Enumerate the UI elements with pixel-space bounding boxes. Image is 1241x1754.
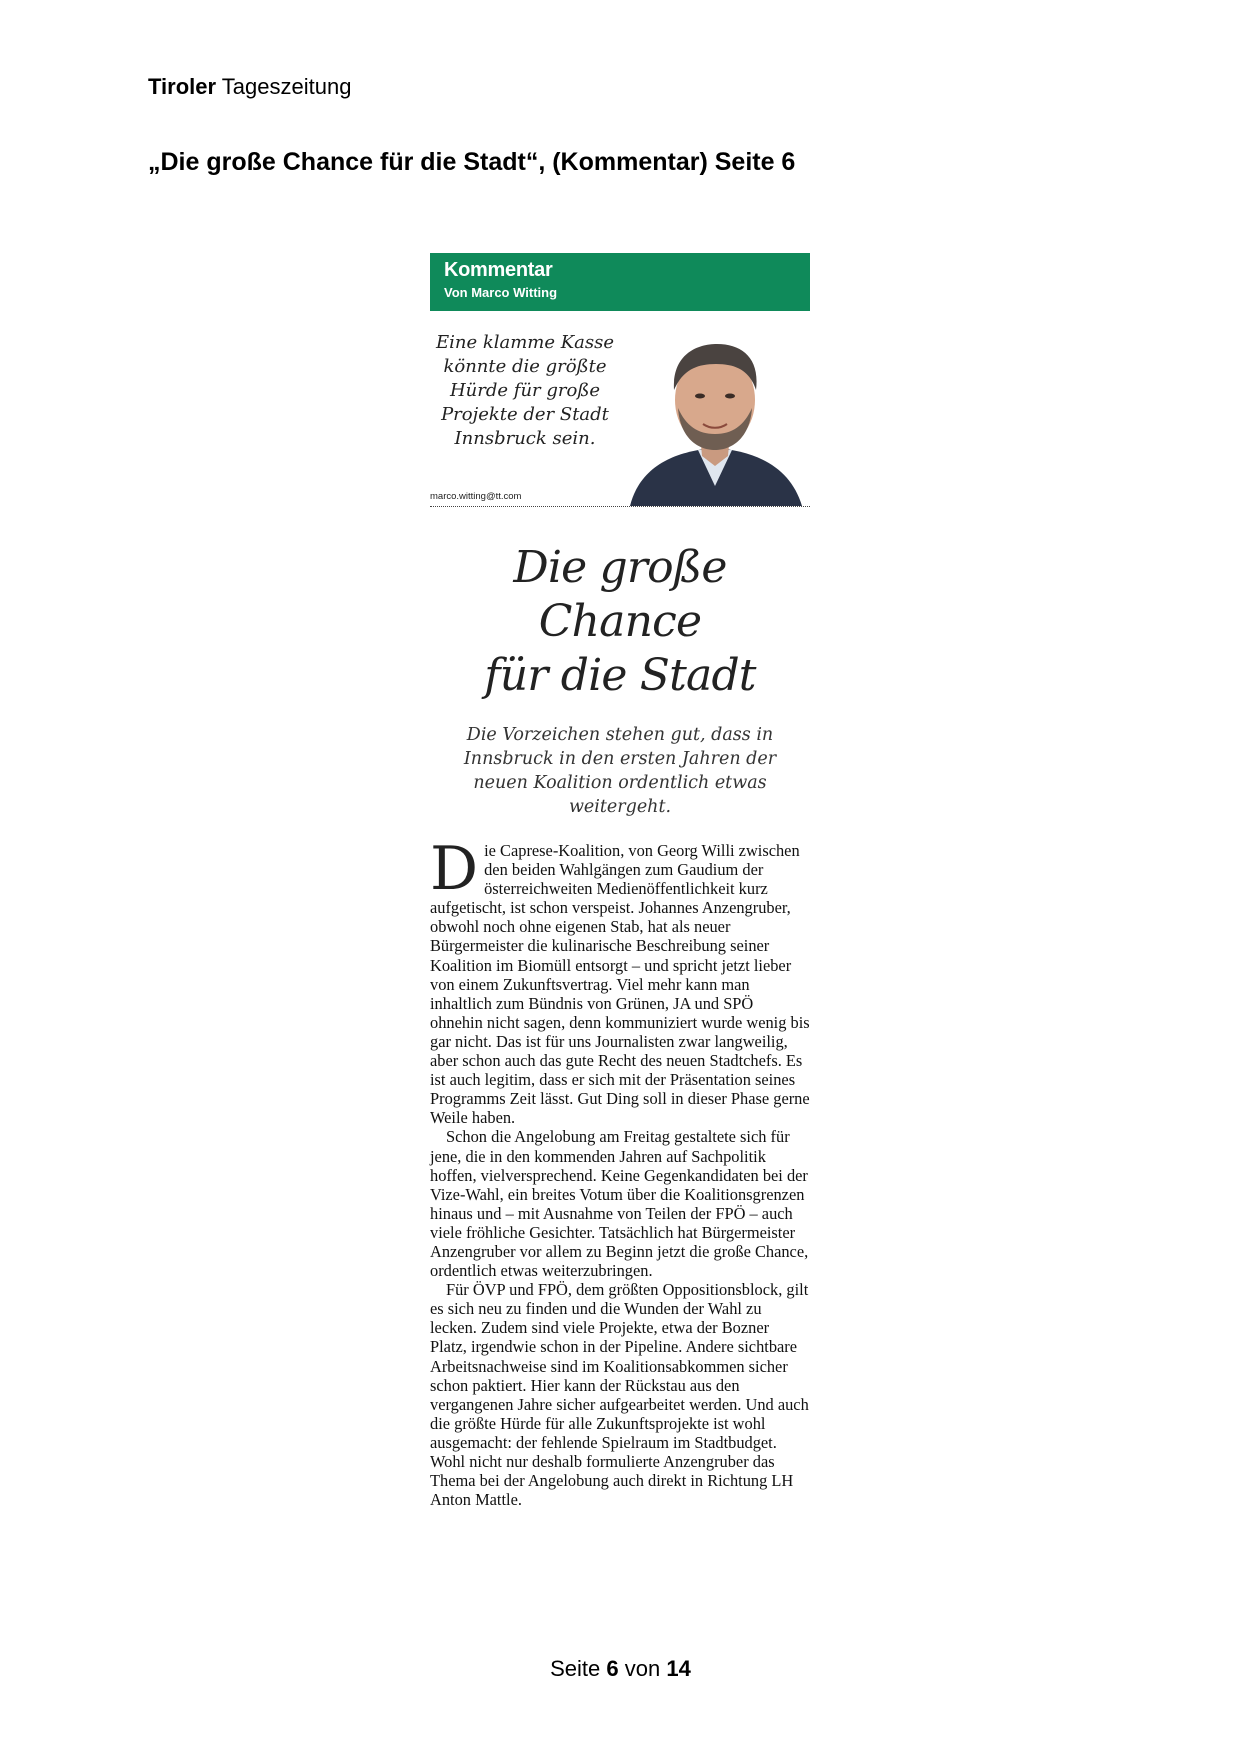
kommentar-banner xyxy=(430,253,810,311)
page-of: von xyxy=(624,1656,661,1681)
teaser-row xyxy=(430,311,810,507)
article-paragraph: Schon die Angelobung am Freitag gestaltete sich für jene, die in den kommenden Jahren auf Sachpolitik hoffen, vielversprechend. Keine Gegenkandidaten bei der Vize-Wahl, ein breites Votum über die Koalitionsgrenzen hinaus und – mit Ausnahme von Teilen der FPÖ – auch viele fröhliche Gesichter. Tatsächlich hat Bürgermeister Anzengruber vor allem zu Beginn jetzt die große Chance, ordentlich etwas weiterzubringen. xyxy=(430,1127,809,1281)
headline-line: Die große Chance xyxy=(513,542,727,647)
total-pages: 14 xyxy=(666,1656,691,1681)
current-page-number: 6 xyxy=(606,1656,619,1681)
teaser-line: Eine klamme Kasse xyxy=(435,332,615,353)
paragraph-text: ie Caprese-Koalition, von Georg Willi zwischen den beiden Wahlgängen zum Gaudium der österreichweiten Medienöffentlichkeit kurz aufgetischt, ist schon verspeist. Johannes Anzengruber, obwohl noch ohne eigenen Stab, hat als neuer Bürgermeister die kulinarische Beschreibung seiner Koalition im Biomüll entsorgt – und spricht jetzt lieber von einem Zukunftsvertrag. Viel mehr kann man inhaltlich zum Bündnis von Grünen, JA und SPÖ ohnehin nicht sagen, denn kommuniziert wurde wenig bis gar nicht. Das ist für uns Journalisten zwar langweilig, aber schon auch das gute Recht des neuen Stadtchefs. Es ist auch legitim, dass er sich mit der Präsentation seines Programms Zeit lässt. Gut Ding soll in dieser Phase gerne Weile haben. xyxy=(430,841,810,1128)
teaser-line: Innsbruck sein. xyxy=(454,428,596,449)
headline-line: für die Stadt xyxy=(484,650,756,701)
publication-name-rest: Tageszeitung xyxy=(221,74,352,99)
page-prefix: Seite xyxy=(550,1656,601,1681)
newspaper-clipping xyxy=(430,253,810,1509)
teaser-quote xyxy=(430,331,620,451)
document-title: „Die große Chance für die Stadt“, (Kommentar) Seite 6 xyxy=(148,148,796,176)
page-footer xyxy=(0,1656,1241,1682)
author-email: marco.witting@tt.com xyxy=(430,491,522,502)
headline xyxy=(430,541,810,703)
author-portrait xyxy=(620,326,810,506)
teaser-line: Projekte der Stadt xyxy=(441,404,609,425)
teaser-line: könnte die größte xyxy=(443,356,607,377)
teaser-line: Hürde für große xyxy=(449,380,600,401)
article-paragraph xyxy=(430,834,810,1128)
article-body xyxy=(430,834,810,1510)
drop-cap: D xyxy=(430,834,479,904)
kommentar-label: Kommentar xyxy=(444,259,553,281)
publication-name xyxy=(148,74,351,100)
kommentar-author: Von Marco Witting xyxy=(444,285,558,300)
subheadline: Die Vorzeichen stehen gut, dass in Innsbruck in den ersten Jahren der neuen Koalition ordentlich etwas weitergeht. xyxy=(463,725,777,817)
article-paragraph: Für ÖVP und FPÖ, dem größten Oppositionsblock, gilt es sich neu zu finden und die Wunden der Wahl zu lecken. Zudem sind viele Projekte, etwa der Bozner Platz, irgendwie schon in der Pipeline. Andere sichtbare Arbeitsnachweise sind im Koalitionsabkommen sicher schon paktiert. Hier kann der Rückstau aus den vergangenen Jahre sicher aufgearbeitet werden. Und auch die größte Hürde für alle Zukunftsprojekte ist wohl ausgemacht: der fehlende Spielraum im Stadtbudget. Wohl nicht nur deshalb formulierte Anzengruber das Thema bei der Angelobung auch direkt in Richtung LH Anton Mattle. xyxy=(430,1280,809,1510)
publication-name-bold: Tiroler xyxy=(148,74,217,99)
